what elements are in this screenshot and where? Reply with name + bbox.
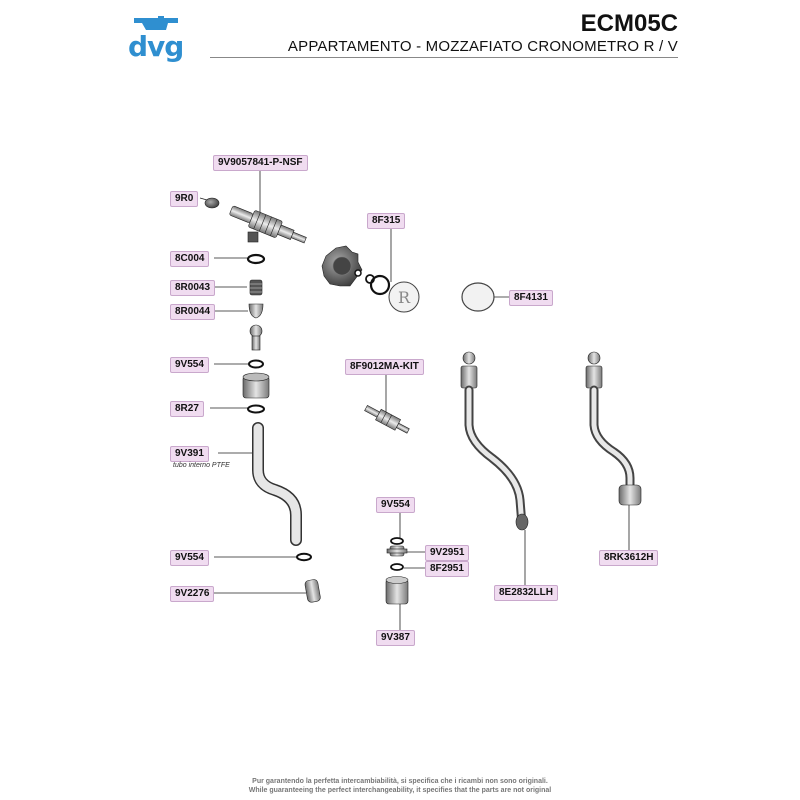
part-9v554-oring-top (249, 361, 263, 368)
brand-name: dvg (128, 30, 184, 63)
label-9v554-bottom: 9V554 (170, 550, 209, 566)
label-9v391: 9V391 (170, 446, 209, 462)
label-8r27: 8R27 (170, 401, 204, 417)
part-8f315-knob (322, 246, 362, 286)
part-8r27-oring (248, 406, 264, 413)
label-9r0: 9R0 (170, 191, 198, 207)
label-9v387: 9V387 (376, 630, 415, 646)
part-9v387-cap (386, 577, 408, 605)
part-8f2951-oring (391, 564, 403, 570)
part-9r0-cap (205, 198, 219, 208)
part-8c004-oring (248, 255, 264, 263)
part-9v2951-fitting (387, 546, 407, 556)
part-8f4131-disc (462, 283, 494, 311)
label-9v9057841-p-nsf: 9V9057841-P-NSF (213, 155, 308, 171)
label-8c004: 8C004 (170, 251, 209, 267)
part-9v2276-nozzle (304, 579, 321, 603)
part-8r0044-cap (249, 304, 263, 318)
part-9v554-oring-bottom (297, 554, 311, 560)
label-9v2276: 9V2276 (170, 586, 214, 602)
label-8r0043: 8R0043 (170, 280, 215, 296)
part-9v554-oring-mid (391, 538, 403, 544)
leader-lines (200, 168, 629, 630)
label-8f4131: 8F4131 (509, 290, 553, 306)
part-medallion (389, 282, 419, 312)
label-9v554-mid: 9V554 (376, 497, 415, 513)
label-8r0044: 8R0044 (170, 304, 215, 320)
part-8f9012ma-kit (363, 403, 411, 436)
part-small-washer (355, 270, 361, 276)
part-ball-fitting (250, 325, 262, 350)
part-nut (243, 373, 269, 398)
label-9v2951: 9V2951 (425, 545, 469, 561)
tube-note: tubo interno PTFE (173, 462, 230, 469)
label-8rk3612h: 8RK3612H (599, 550, 658, 566)
model-subtitle: APPARTAMENTO - MOZZAFIATO CRONOMETRO R / V (287, 38, 678, 55)
label-8e2832llh: 8E2832LLH (494, 585, 558, 601)
part-8r0043-spring (250, 280, 262, 295)
part-8rk3612h-wand (586, 352, 641, 505)
part-valve-body (228, 202, 309, 249)
footer-disclaimer-it: Pur garantendo la perfetta intercambiabilità, si specifica che i ricambi non sono originali. (252, 778, 548, 785)
svg-text:R: R (397, 288, 411, 307)
model-title: ECM05C (580, 10, 678, 37)
footer-disclaimer-en: While guaranteeing the perfect interchangeability, it specifies that the parts are not original (248, 787, 552, 794)
part-8f315-ring (371, 276, 389, 294)
part-8e2832llh-wand (461, 352, 528, 530)
label-8f2951: 8F2951 (425, 561, 469, 577)
label-9v554-top: 9V554 (170, 357, 209, 373)
label-8f315: 8F315 (367, 213, 405, 229)
label-8f9012ma-kit: 8F9012MA-KIT (345, 359, 424, 375)
